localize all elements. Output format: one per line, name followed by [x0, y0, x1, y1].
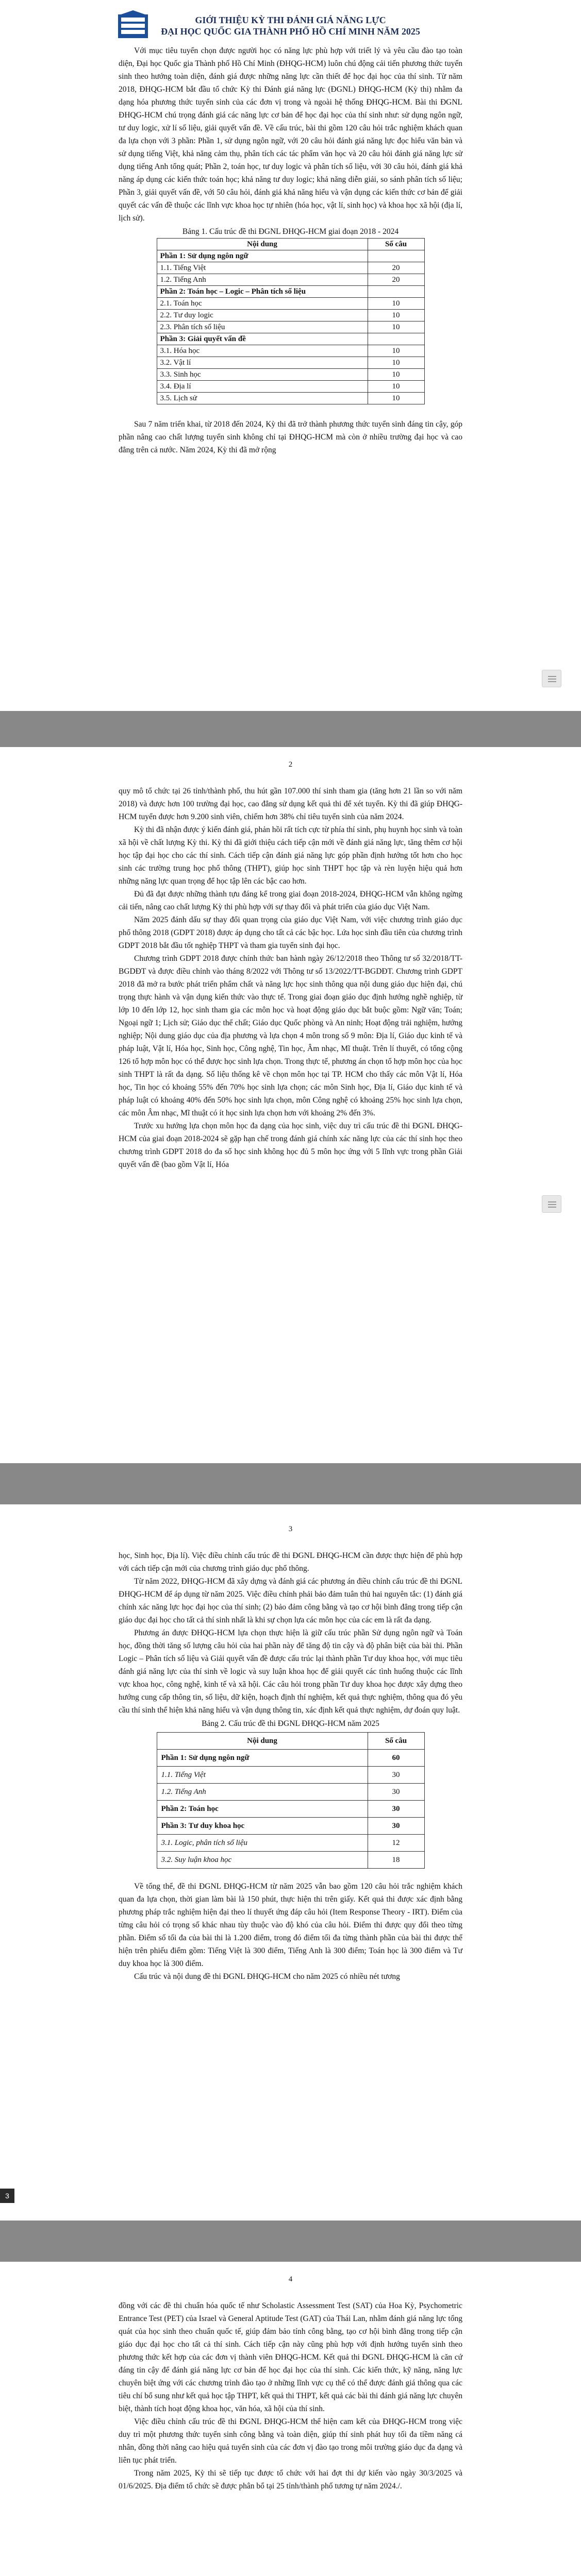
paragraph: Cấu trúc và nội dung đề thi ĐGNL ĐHQG-HCM cho năm 2025 có nhiều nét tương [134, 1972, 400, 1981]
table-cell-count: 10 [368, 321, 424, 333]
paragraph: Với mục tiêu tuyển chọn được người học có năng lực phù hợp với triết lý và yêu cầu đào tạo toàn diện, Đại học Quốc gia Thành phố Hồ Chí Minh (ĐHQG-HCM) luôn chú động cải tiến phương thức tuyển sinh theo hướng toàn diện, đánh giá được những năng lực cần thiết để học đại học của thí sinh. Từ năm 2018, ĐHQG-HCM bắt đầu tổ chức Kỳ thi Đánh giá năng lực (ĐGNL) ĐHQG-HCM (Kỳ thi) nhằm đa dạng hóa phương thức tuyển sinh của các đơn vị trong và ngoài hệ thống ĐHQG-HCM. Bài thi ĐGNL ĐHQG-HCM chú trọng đánh giá các năng lực cơ bản để học đại học của thí sinh như: sử dụng ngôn ngữ, tư duy logic, xử lí số liệu, giải quyết vấn đề. Về cấu trúc, bài thi gồm 120 câu hỏi trắc nghiệm khách quan đa lựa chọn với 3 phần: Phần 1, sử dụng ngôn ngữ, với 20 câu hỏi đánh giá năng lực đọc hiểu văn bản và sử dụng tiếng Việt, khả năng cảm thụ, phân tích các tác phẩm văn học và 20 câu hỏi đánh giá năng lực sử dụng tiếng Anh tổng quát; Phần 2, toán học, tư duy logic và phân tích số liệu, với 30 câu hỏi, đánh giá khả năng áp dụng các kiến thức toán học; khả năng tư duy logic; khả năng diễn giải, so sánh phân tích số liệu; Phần 3, giải quyết vấn đề, với 50 câu hỏi, đánh giá khả năng hiểu và vận dụng các kiến thức cơ bản để giải quyết các vấn đề thuộc các lĩnh vực khoa học tự nhiên (hóa học, vật lí, sinh học) và khoa học xã hội (địa lí, lịch sử). [119, 46, 462, 223]
table-cell-count: 30 [368, 1801, 424, 1818]
document-page-3 [0, 1504, 581, 2221]
table-cell-content: 3.2. Vật lí [157, 357, 368, 369]
paragraph: Sau 7 năm triển khai, từ 2018 đến 2024, Kỳ thi đã trở thành phương thức tuyển sinh đáng tin cậy, góp phần nâng cao chất lượng tuyển sinh không chỉ tại ĐHQG-HCM mà còn ở nhiều trường đại học và cao đẳng trên cả nước. Năm 2024, Kỳ thi đã mở rộng [119, 420, 462, 454]
table-cell-content: Phần 3: Giải quyết vấn đề [157, 333, 368, 345]
table-cell-count: 12 [368, 1835, 424, 1852]
table-cell-count: 30 [368, 1818, 424, 1835]
table-cell-content: 3.5. Lịch sử [157, 393, 368, 404]
table-cell-content: 1.1. Tiếng Việt [157, 262, 368, 274]
university-logo-icon [116, 9, 150, 43]
table-cell-count: 10 [368, 357, 424, 369]
paragraph: học, Sinh học, Địa lí). Việc điều chỉnh cấu trúc đề thi ĐGNL ĐHQG-HCM cần được thực hiện để phù hợp với cách tiếp cận mới của chương trình giáo dục phổ thông. [119, 1551, 462, 1573]
paragraph: quy mô tổ chức tại 26 tỉnh/thành phố, thu hút gần 107.000 thí sinh tham gia (tăng hơn 21 lần so với năm 2018) và được hơn 100 trường đại học, cao đẳng sử dụng kết quả thi để xét tuyển. Kỳ thi đã giúp ĐHQG-HCM tuyển được hơn 9.200 sinh viên, chiếm hơn 38% chỉ tiêu tuyển sinh của năm 2024. [119, 787, 462, 821]
paragraph: Chương trình GDPT 2018 được chính thức ban hành ngày 26/12/2018 theo Thông tư số 32/2018/TT-BGDĐT và được điều chỉnh vào tháng 8/2022 với Thông tư số 13/2022/TT-BGDĐT. Chương trình GDPT 2018 đã mở ra bước phát triển phẩm chất và năng lực học sinh thông qua nội dung giáo dục hiện đại, chú trọng thực hành và vận dụng kiến thức vào thực tế. Trong giai đoạn giáo dục định hướng nghề nghiệp, từ lớp 10 đến lớp 12, học sinh tham gia các môn học và hoạt động giáo dục bắt buộc gồm: Ngữ văn; Toán; Ngoại ngữ 1; Lịch sử; Giáo dục thể chất; Giáo dục Quốc phòng và An ninh; Hoạt động trải nghiệm, hướng nghiệp; Nội dung giáo dục của địa phương và lựa chọn 4 môn trong số 9 môn: Địa lí, Giáo dục kinh tế và pháp luật, Vật lí, Hóa học, Sinh học, Công nghệ, Tin học, Âm nhạc, Mĩ thuật. Trên lí thuyết, có tổng cộng 126 tổ hợp môn học có thể được học sinh lựa chọn. Trong thực tế, phương án chọn tổ hợp môn học của học sinh THPT là rất đa dạng. Số liệu thống kê về chọn môn học tại TP. HCM cho thấy các môn Vật lí, Hóa học, Tin học có khoảng 55% đến 70% học sinh lựa chọn; các môn Sinh học, Địa lí, Giáo dục kinh tế và pháp luật có khoảng 40% đến 50% học sinh lựa chọn, môn Công nghệ có khoảng 25% học sinh lựa chọn, các môn Âm nhạc, Mĩ thuật có ít học sinh lựa chọn hơn với khoảng 2% đến 3%. [119, 954, 462, 1117]
table-cell-content: Phần 2: Toán học [157, 1801, 368, 1818]
paragraph: Kỳ thi đã nhận được ý kiến đánh giá, phản hồi rất tích cực từ phía thí sinh, phụ huynh học sinh và toàn xã hội về chất lượng Kỳ thi. Kỳ thi đã giới thiệu cách tiếp cận mới về đánh giá năng lực, tăng thêm cơ hội học tập đại học cho các thí sinh. Cách tiếp cận đánh giá năng lực góp phần định hướng tốt hơn cho học sinh các trường trung học phổ thông (THPT), giúp học sinh THPT học tập và rèn luyện hiệu quả hơn những năng lực quan trọng để học tập lên các bậc cao hơn. [119, 825, 462, 886]
paragraph: Phương án được ĐHQG-HCM lựa chọn thực hiện là giữ cấu trúc phần Sử dụng ngôn ngữ và Toán học, đồng thời tăng số lượng câu hỏi của hai phần này để tăng độ tin cậy và độ phân biệt của bài thi. Phần Logic – Phân tích số liệu và Giải quyết vấn đề được cấu trúc lại thành phần Tư duy khoa học, với mục tiêu đánh giá năng lực của thí sinh về logic và suy luận khoa học để giải quyết các tình huống thuộc các lĩnh vực khoa học, công nghệ, kinh tế và xã hội. Các câu hỏi trong phần Tư duy khoa học được xây dựng theo hướng cung cấp thông tin, số liệu, dữ kiện, hoạch định thí nghiệm, kết quả thực nghiệm, thông qua đó yêu cầu thí sinh thể hiện khả năng hiểu và vận dụng thông tin, xác định kết quả thực nghiệm, dự đoán quy luật. [119, 1629, 462, 1715]
table-header: Số câu [368, 239, 424, 250]
table-row [157, 381, 424, 393]
table-row [157, 262, 424, 274]
table-cell-content: 1.2. Tiếng Anh [157, 274, 368, 286]
table-cell-count: 18 [368, 1852, 424, 1869]
document-page-2 [0, 747, 581, 1463]
document-subtitle: ĐẠI HỌC QUỐC GIA THÀNH PHỐ HỒ CHÍ MINH NĂM 2025 [161, 26, 420, 37]
table-row [157, 1801, 424, 1818]
table-header: Số câu [368, 1733, 424, 1750]
paragraph: Trong năm 2025, Kỳ thi sẽ tiếp tục được tổ chức với hai đợt thi dự kiến vào ngày 30/3/2025 và 01/6/2025. Địa điểm tổ chức sẽ được phân bổ tại 25 tỉnh/thành phố tương tự năm 2024./. [119, 2469, 462, 2490]
table-cell-count [368, 250, 424, 262]
table-cell-count: 20 [368, 262, 424, 274]
table-row [157, 1852, 424, 1869]
table-row [157, 274, 424, 286]
table-cell-content: 3.3. Sinh học [157, 369, 368, 381]
page-number: 4 [288, 2275, 293, 2283]
table-row [157, 1767, 424, 1784]
table-row [157, 333, 424, 345]
page-indicator-badge[interactable]: 3 [0, 2189, 14, 2203]
paragraph: Đủ đã đạt được những thành tựu đáng kể trong giai đoạn 2018-2024, ĐHQG-HCM vẫn không ngừng cải tiến, nâng cao chất lượng Kỳ thi phù hợp với sự thay đổi và phát triển của giáo dục Việt Nam. [119, 890, 462, 911]
table-cell-count: 10 [368, 369, 424, 381]
table-row [157, 1835, 424, 1852]
table-cell-content: 1.2. Tiếng Anh [157, 1784, 368, 1801]
exam-structure-table-2018 [157, 238, 425, 404]
exam-structure-table-2025 [157, 1732, 425, 1869]
paragraph: đồng với các đề thi chuẩn hóa quốc tế như Scholastic Assessment Test (SAT) của Hoa Kỳ, Psychometric Entrance Test (PET) của Israel và General Aptitude Test (GAT) của Thái Lan, nhằm đánh giá năng lực tổng quát của học sinh theo chuẩn quốc tế, giúp đảm bảo tính công bằng, tạo cơ hội bình đẳng trong tiếp cận giáo dục đại học cho tất cả thí sinh. Cách tiếp cận này cũng phù hợp với định hướng tuyển sinh theo phương thức kết hợp của các đơn vị thành viên ĐHQG-HCM. Kết quả thi ĐGNL ĐHQG-HCM là căn cứ đáng tin cậy để đánh giá năng lực cơ bản để học đại học của thí sinh. Các kiến thức, kỹ năng, năng lực chuyên biệt ứng với các chương trình đào tạo ở những lĩnh vực cụ thể có thể được đánh giá thông qua các tiêu chí bổ sung như kết quả học tập THPT, kết quả thi THPT, kết quả các bài thi đánh giá năng lực chuyên biệt, thành tích hoạt động khoa học, văn hóa, xã hội của thí sinh. [119, 2301, 462, 2413]
table-cell-content: 3.1. Hóa học [157, 345, 368, 357]
table-header: Nội dung [157, 239, 368, 250]
table-row [157, 357, 424, 369]
table-row [157, 1784, 424, 1801]
page-number: 3 [288, 1525, 293, 1533]
table-cell-count: 10 [368, 393, 424, 404]
table-cell-content: Phần 1: Sử dụng ngôn ngữ [157, 1750, 368, 1767]
table-cell-count: 30 [368, 1767, 424, 1784]
table-row [157, 286, 424, 298]
table-row [157, 250, 424, 262]
table-cell-content: 3.1. Logic, phân tích số liệu [157, 1835, 368, 1852]
table-cell-content: Phần 1: Sử dụng ngôn ngữ [157, 250, 368, 262]
table-row [157, 369, 424, 381]
table-cell-count [368, 333, 424, 345]
document-page-1 [0, 0, 581, 711]
paragraph: Việc điều chỉnh cấu trúc đề thi ĐGNL ĐHQG-HCM thể hiện cam kết của ĐHQG-HCM trong việc duy trì một phương thức tuyển sinh công bằng và toàn diện, giúp thí sinh phát huy tối đa tiềm năng cá nhân, đồng thời nâng cao hiệu quả tuyển sinh của các đơn vị đào tạo trong môi trường giáo dục đa dạng và liên tục phát triển. [119, 2417, 462, 2465]
table-caption: Bảng 2. Cấu trúc đề thi ĐGNL ĐHQG-HCM năm 2025 [202, 1719, 379, 1728]
table-row [157, 298, 424, 310]
table-cell-count [368, 286, 424, 298]
table-header: Nội dung [157, 1733, 368, 1750]
table-row [157, 345, 424, 357]
scroll-handle[interactable] [542, 1195, 561, 1213]
table-cell-count: 10 [368, 345, 424, 357]
table-cell-content: Phần 3: Tư duy khoa học [157, 1818, 368, 1835]
table-cell-content: 3.2. Suy luận khoa học [157, 1852, 368, 1869]
paragraph: Năm 2025 đánh dấu sự thay đổi quan trọng của giáo dục Việt Nam, với việc chương trình giáo dục phổ thông 2018 (GDPT 2018) được áp dụng cho tất cả các bậc học. Lứa học sinh đầu tiên của chương trình GDPT 2018 bắt đầu tốt nghiệp THPT và tham gia tuyển sinh đại học. [119, 916, 462, 950]
table-row [157, 1750, 424, 1767]
table-cell-count: 10 [368, 310, 424, 321]
table-row [157, 310, 424, 321]
paragraph: Trước xu hướng lựa chọn môn học đa dạng của học sinh, việc duy trì cấu trúc đề thi ĐGNL ĐHQG-HCM của giai đoạn 2018-2024 sẽ gặp hạn chế trong đánh giá chính xác năng lực của các thí sinh học theo chương trình GDPT 2018 do đa số học sinh không học đủ 5 môn học ứng với 5 lĩnh vực trong phần Giải quyết vấn đề (bao gồm Vật lí, Hóa [119, 1122, 462, 1169]
page-number: 2 [288, 760, 293, 769]
table-cell-count: 10 [368, 298, 424, 310]
table-cell-count: 60 [368, 1750, 424, 1767]
table-row [157, 1818, 424, 1835]
table-cell-count: 20 [368, 274, 424, 286]
table-cell-content: 3.4. Địa lí [157, 381, 368, 393]
table-cell-content: 2.2. Tư duy logic [157, 310, 368, 321]
paragraph: Từ năm 2022, ĐHQG-HCM đã xây dựng và đánh giá các phương án điều chỉnh cấu trúc đề thi ĐGNL ĐHQG-HCM để áp dụng từ năm 2025. Việc điều chỉnh phải bảo đảm tuân thủ hai nguyên tắc: (1) đánh giá chính xác năng lực học đại học của thí sinh; (2) bảo đảm công bằng và tạo cơ hội bình đẳng trong tiếp cận giáo dục đại học cho tất cả thí sinh nhất là khi sự chọn lựa các môn học của các em là rất đa dạng. [119, 1577, 462, 1624]
document-page-4 [0, 2262, 581, 2576]
table-cell-count: 30 [368, 1784, 424, 1801]
table-cell-content: 2.1. Toán học [157, 298, 368, 310]
table-cell-content: Phần 2: Toán học – Logic – Phân tích số liệu [157, 286, 368, 298]
table-cell-content: 2.3. Phân tích số liệu [157, 321, 368, 333]
document-title: GIỚI THIỆU KỲ THI ĐÁNH GIÁ NĂNG LỰC [195, 15, 386, 25]
table-row [157, 393, 424, 404]
table-cell-content: 1.1. Tiếng Việt [157, 1767, 368, 1784]
table-row [157, 321, 424, 333]
table-cell-count: 10 [368, 381, 424, 393]
table-caption: Bảng 1. Cấu trúc đề thi ĐGNL ĐHQG-HCM giai đoạn 2018 - 2024 [182, 227, 399, 236]
scroll-handle[interactable] [542, 670, 561, 687]
paragraph: Về tổng thể, đề thi ĐGNL ĐHQG-HCM từ năm 2025 vẫn bao gồm 120 câu hỏi trắc nghiệm khách quan đa lựa chọn, thời gian làm bài là 150 phút, thực hiện thi trên giấy. Kết quả thi được xác định bằng phương pháp trắc nghiệm hiện đại theo lí thuyết ứng đáp câu hỏi (Item Response Theory - IRT). Điểm của từng câu hỏi có trọng số khác nhau tùy thuộc vào độ khó của câu hỏi. Điểm thi được quy đổi theo từng phần. Điểm số tối đa của bài thi là 1.200 điểm, trong đó điểm tối đa từng thành phần của bài thi được thể hiện trên phiếu điểm gồm: Tiếng Việt là 300 điểm, Tiếng Anh là 300 điểm; Toán học là 300 điểm và Tư duy khoa học là 300 điểm. [119, 1882, 462, 1968]
